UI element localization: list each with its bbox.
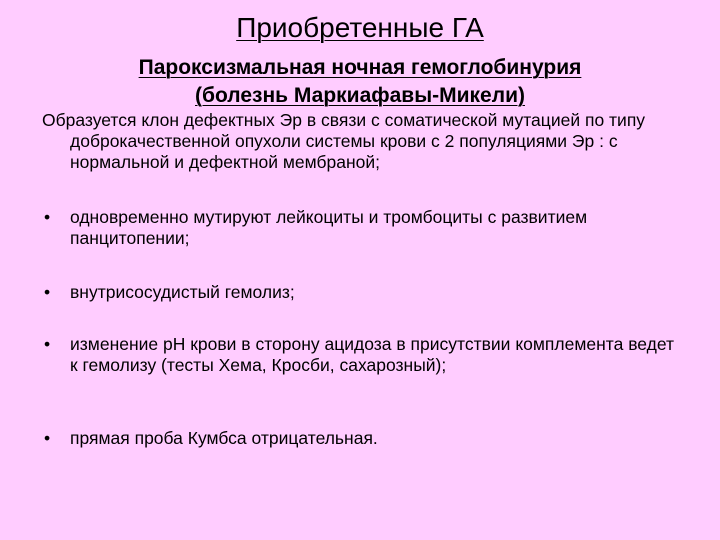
bullet-text: изменение рН крови в сторону ацидоза в присутствии комплемента ведет к гемолизу (тесты Хема, Кросби, сахарозный); [70,334,675,375]
bullet-text: внутрисосудистый гемолиз; [70,282,295,302]
bullet-text: одновременно мутируют лейкоциты и тромбоциты с развитием панцитопении; [70,207,588,248]
bullet-item [42,207,682,249]
bullet-item [42,334,682,376]
bullet-dot-icon: • [44,207,51,227]
bullet-dot-icon: • [44,334,51,354]
bullet-item [42,428,682,449]
bullet-item [42,282,682,303]
subtitle-line-2: (болезнь Маркиафавы-Микели) [195,84,525,107]
slide-title: Приобретенные ГА [236,12,484,43]
intro-paragraph: Образуется клон дефектных Эр в связи с соматической мутацией по типу доброкачественной опухоли системы крови с 2 популяциями Эр : с нормальной и дефектной мембраной; [42,110,646,172]
bullet-dot-icon: • [44,428,51,448]
bullet-dot-icon: • [44,282,51,302]
subtitle-line-1: Пароксизмальная ночная гемоглобинурия [138,56,582,79]
slide-subtitle [0,54,720,110]
bullet-text: прямая проба Кумбса отрицательная. [70,428,378,448]
